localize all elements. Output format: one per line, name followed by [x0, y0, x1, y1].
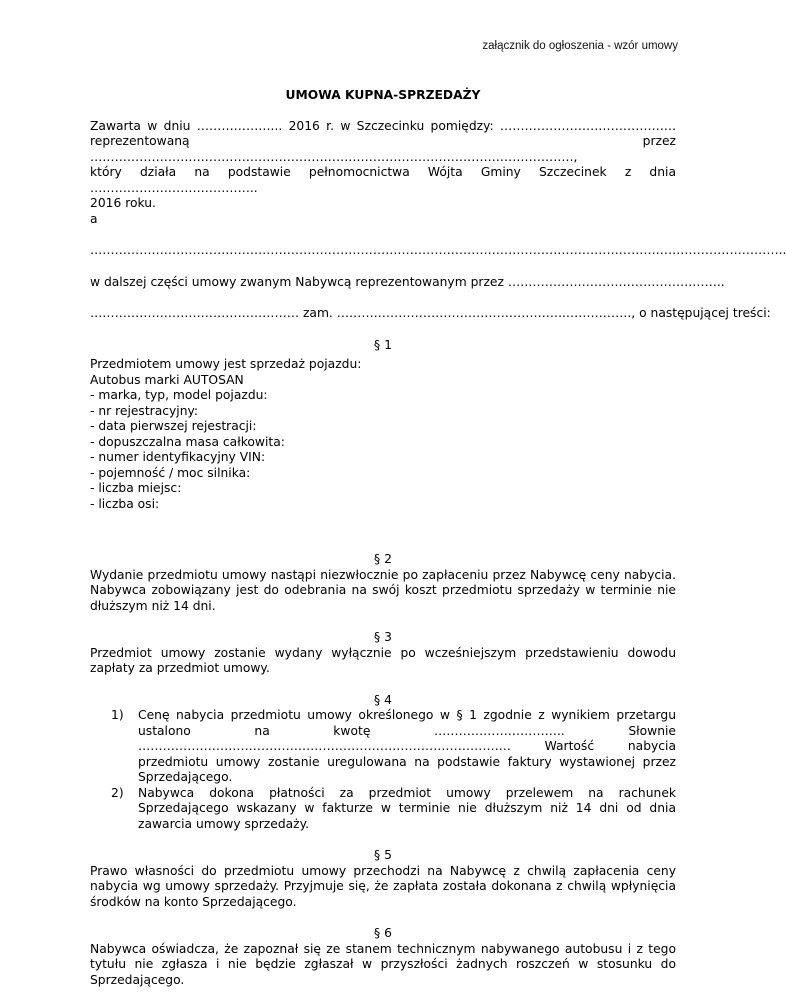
s1-line: - marka, typ, model pojazdu: [90, 388, 268, 402]
intro-line-5: a [90, 211, 98, 226]
buyer-line: w dalszej części umowy zwanym Nabywcą reprezentowanym przez …………………………………………….. [90, 274, 725, 289]
s1-line: Autobus marki AUTOSAN [90, 372, 244, 387]
s1-line: - dopuszczalna masa całkowita: [90, 434, 285, 449]
list-item-number: 2) [111, 785, 124, 800]
header-note: załącznik do ogłoszenia - wzór umowy [482, 40, 678, 52]
list-item-text: Nabywca dokona płatności za przedmiot umowy przelewem na rachunek Sprzedającego wskazany w fakturze w terminie nie dłuższym niż 14 dni od dnia zawarcia umowy sprzedaży. [138, 785, 676, 831]
section-3-heading: § 3 [374, 630, 392, 644]
s1-line: - pojemność / moc silnika: [90, 465, 251, 480]
s1-line: - nr rejestracyjny: [90, 403, 199, 418]
section-6-text: Nabywca oświadcza, że zapoznał się ze stanem technicznym nabywanego autobusu i z tego tytułu nie zgłasza i nie będzie zgłaszał w przyszłości żadnych roszczeń w stosunku do Sprzedającego. [90, 941, 676, 987]
intro-line-2: reprezentowaną przez ………………………………………………………………………………………………………., [90, 134, 676, 164]
list-item-text: Cenę nabycia przedmiotu umowy określonego w § 1 zgodnie z wynikiem przetargu ustalono na kwotę ………………………….. Słownie ………………………………………………………………………………. Wartość nabycia przedmiotu umowy zostanie uregulowana na podstawie faktury wystawionej przez Sprzedającego. [138, 708, 676, 784]
s1-line: - data pierwszej rejestracji: [90, 419, 257, 433]
list-item [90, 708, 676, 786]
section-5-text: Prawo własności do przedmiotu umowy przechodzi na Nabywcę z chwilą zapłacenia ceny nabycia wg umowy sprzedaży. Przyjmuje się, że zapłata została dokonana z chwilą wpłynięcia środków na konto Sprzedającego. [90, 863, 676, 909]
list-item-number: 1) [111, 708, 124, 722]
party-dots-line: …………………………………………………………………………………………………………………………………………………….. [90, 243, 786, 257]
section-5-heading: § 5 [374, 848, 392, 862]
list-item [90, 786, 676, 833]
section-1-heading: § 1 [374, 337, 392, 352]
section-4-list [90, 708, 676, 832]
document-body [90, 80, 786, 988]
section-5 [90, 848, 676, 910]
section-2-heading: § 2 [374, 552, 392, 566]
s1-line: - liczba osi: [90, 496, 160, 511]
section-2 [90, 552, 676, 614]
s1-line: - numer identyfikacyjny VIN: [90, 450, 266, 464]
intro-section [90, 118, 786, 322]
s1-line: Przedmiotem umowy jest sprzedaż pojazdu: [90, 357, 362, 371]
section-6-heading: § 6 [374, 926, 392, 940]
section-2-text: Wydanie przedmiotu umowy nastąpi niezwłocznie po zapłaceniu przez Nabywcę ceny nabycia. Nabywca zobowiązany jest do odebrania na swój koszt przedmiotu sprzedaży w terminie nie dłuższym niż 14 dni. [90, 567, 676, 613]
section-6 [90, 926, 676, 988]
intro-line-3: który działa na podstawie pełnomocnictwa Wójta Gminy Szczecinek z dnia ………………………………….. [90, 165, 676, 195]
address-line: …………………………………………… zam. ………………………………………………..……………., o następującej treści: [90, 306, 771, 320]
section-3 [90, 630, 676, 677]
section-1 [90, 338, 676, 513]
section-4-heading: § 4 [374, 692, 392, 707]
intro-line-4: 2016 roku. [90, 196, 156, 210]
section-4 [90, 693, 676, 833]
document-title: UMOWA KUPNA-SPRZEDAŻY [285, 88, 481, 102]
s1-line: - liczba miejsc: [90, 481, 182, 495]
section-3-text: Przedmiot umowy zostanie wydany wyłącznie po wcześniejszym przedstawieniu dowodu zapłaty za przedmiot umowy. [90, 645, 676, 675]
intro-line-1: Zawarta w dniu ………………... 2016 r. w Szczecinku pomiędzy: ……………………………………. [90, 118, 676, 133]
